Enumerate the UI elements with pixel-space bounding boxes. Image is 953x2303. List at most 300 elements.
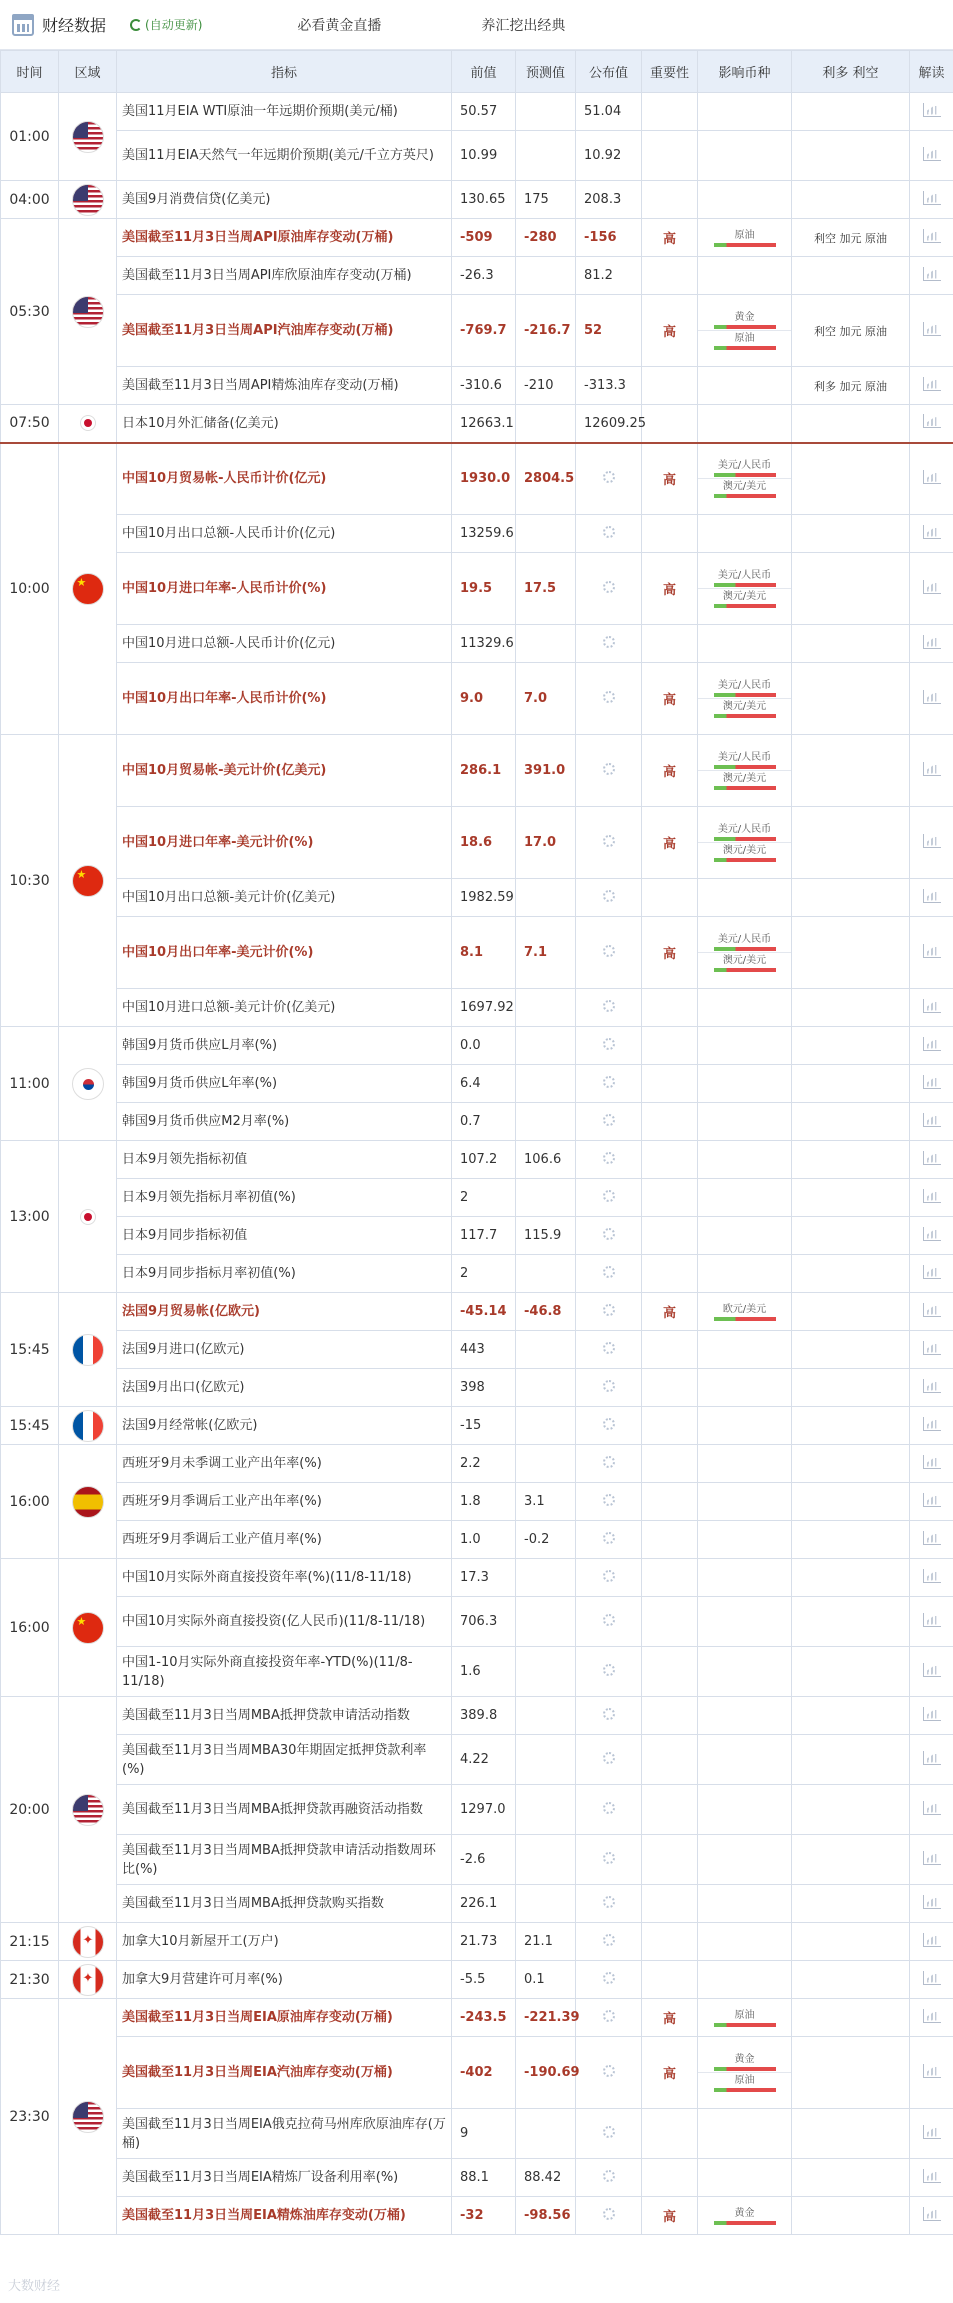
flag-cn-icon	[72, 573, 104, 605]
chart-icon[interactable]	[923, 1663, 941, 1677]
loading-spinner-icon	[603, 1494, 615, 1506]
table-row[interactable]	[1, 1735, 953, 1785]
chart-icon[interactable]	[923, 1971, 941, 1985]
table-row[interactable]	[1, 1521, 953, 1559]
chart-icon[interactable]	[923, 1037, 941, 1051]
analysis-cell[interactable]	[910, 1369, 953, 1407]
indicator-name[interactable]: 日本9月同步指标初值	[117, 1217, 452, 1255]
previous-value: 286.1	[452, 735, 516, 807]
bull-bear-cell	[792, 1141, 910, 1179]
analysis-cell[interactable]	[910, 625, 953, 663]
forecast-value	[516, 1103, 576, 1141]
importance-value	[642, 1785, 698, 1835]
currency-item[interactable]	[698, 678, 791, 698]
indicator-name[interactable]: 中国10月实际外商直接投资(亿人民币)(11/8-11/18)	[117, 1597, 452, 1647]
indicator-name[interactable]: 法国9月进口(亿欧元)	[117, 1331, 452, 1369]
indicator-name[interactable]: 西班牙9月未季调工业产出年率(%)	[117, 1445, 452, 1483]
actual-value	[576, 1697, 642, 1735]
analysis-cell[interactable]	[910, 1923, 953, 1961]
affected-currency-cell	[698, 1559, 792, 1597]
importance-value: 高	[642, 1293, 698, 1331]
chart-icon[interactable]	[923, 229, 941, 243]
indicator-name[interactable]: 中国10月贸易帐-人民币计价(亿元)	[117, 443, 452, 515]
previous-value: 6.4	[452, 1065, 516, 1103]
chart-icon[interactable]	[923, 191, 941, 205]
table-row[interactable]	[1, 1559, 953, 1597]
chart-icon[interactable]	[923, 1613, 941, 1627]
analysis-cell[interactable]	[910, 2037, 953, 2109]
indicator-name[interactable]: 美国11月EIA WTI原油一年远期价预期(美元/桶)	[117, 93, 452, 131]
analysis-cell[interactable]	[910, 2197, 953, 2235]
analysis-cell[interactable]	[910, 443, 953, 515]
analysis-cell[interactable]	[910, 405, 953, 443]
currency-item[interactable]	[698, 2072, 791, 2093]
table-row[interactable]	[1, 1217, 953, 1255]
currency-item[interactable]	[698, 770, 791, 791]
chart-icon[interactable]	[923, 1895, 941, 1909]
bull-bear-cell	[792, 405, 910, 443]
flag-kr-icon	[72, 1068, 104, 1100]
currency-item[interactable]	[698, 750, 791, 770]
indicator-name[interactable]: 中国10月进口总额-美元计价(亿美元)	[117, 989, 452, 1027]
indicator-name[interactable]: 中国10月进口年率-美元计价(%)	[117, 807, 452, 879]
analysis-cell[interactable]	[910, 367, 953, 405]
loading-spinner-icon	[603, 763, 615, 775]
analysis-cell[interactable]	[910, 989, 953, 1027]
affected-currency-cell	[698, 625, 792, 663]
loading-spinner-icon	[603, 2126, 615, 2138]
analysis-cell[interactable]	[910, 879, 953, 917]
importance-value	[642, 131, 698, 181]
chart-icon[interactable]	[923, 580, 941, 594]
indicator-name[interactable]: 日本9月同步指标月率初值(%)	[117, 1255, 452, 1293]
analysis-cell[interactable]	[910, 663, 953, 735]
analysis-cell[interactable]	[910, 1027, 953, 1065]
analysis-cell[interactable]	[910, 807, 953, 879]
table-row[interactable]	[1, 989, 953, 1027]
analysis-cell[interactable]	[910, 1065, 953, 1103]
currency-item[interactable]	[698, 932, 791, 952]
analysis-cell[interactable]	[910, 1103, 953, 1141]
table-header-row	[1, 51, 953, 93]
chart-icon[interactable]	[923, 2207, 941, 2221]
indicator-name[interactable]: 美国截至11月3日当周MBA抵押贷款申请活动指数周环比(%)	[117, 1835, 452, 1885]
chart-icon[interactable]	[923, 267, 941, 281]
indicator-name[interactable]: 中国10月出口年率-人民币计价(%)	[117, 663, 452, 735]
importance-value	[642, 879, 698, 917]
chart-icon[interactable]	[923, 1707, 941, 1721]
affected-currency-cell	[698, 515, 792, 553]
table-row[interactable]	[1, 443, 953, 515]
currency-sentiment-bar	[714, 604, 776, 608]
chart-icon[interactable]	[923, 1851, 941, 1865]
table-row[interactable]	[1, 2037, 953, 2109]
chart-icon[interactable]	[923, 103, 941, 117]
indicator-name[interactable]: 加拿大9月营建许可月率(%)	[117, 1961, 452, 1999]
chart-icon[interactable]	[923, 1493, 941, 1507]
previous-value: 130.65	[452, 181, 516, 219]
indicator-name[interactable]: 美国截至11月3日当周EIA原油库存变动(万桶)	[117, 1999, 452, 2037]
chart-icon[interactable]	[923, 1151, 941, 1165]
analysis-cell[interactable]	[910, 1483, 953, 1521]
table-row[interactable]	[1, 295, 953, 367]
actual-value	[576, 1961, 642, 1999]
bull-bear-cell	[792, 1027, 910, 1065]
analysis-cell[interactable]	[910, 1961, 953, 1999]
region-cell	[59, 1923, 117, 1961]
currency-name: 欧元/美元	[722, 1303, 767, 1315]
indicator-name[interactable]: 美国11月EIA天然气一年远期价预期(美元/千立方英尺)	[117, 131, 452, 181]
actual-value	[576, 553, 642, 625]
table-row[interactable]	[1, 1835, 953, 1885]
actual-value	[576, 1483, 642, 1521]
flag-fr-icon	[72, 1410, 104, 1442]
table-row[interactable]	[1, 663, 953, 735]
table-row[interactable]	[1, 515, 953, 553]
chart-icon[interactable]	[923, 147, 941, 161]
analysis-cell[interactable]	[910, 1885, 953, 1923]
region-cell	[59, 1445, 117, 1559]
loading-spinner-icon	[603, 2010, 615, 2022]
currency-item[interactable]	[698, 330, 791, 351]
analysis-cell[interactable]	[910, 219, 953, 257]
indicator-name[interactable]: 中国10月出口总额-人民币计价(亿元)	[117, 515, 452, 553]
table-row[interactable]	[1, 2109, 953, 2159]
previous-value: -243.5	[452, 1999, 516, 2037]
analysis-cell[interactable]	[910, 131, 953, 181]
actual-value	[576, 1179, 642, 1217]
importance-value: 高	[642, 663, 698, 735]
bull-bear-cell	[792, 1445, 910, 1483]
table-row[interactable]	[1, 2159, 953, 2197]
indicator-name[interactable]: 美国截至11月3日当周MBA抵押贷款购买指数	[117, 1885, 452, 1923]
importance-value	[642, 1923, 698, 1961]
importance-value	[642, 1961, 698, 1999]
currency-name: 美元/人民币	[717, 460, 772, 472]
table-row[interactable]	[1, 1027, 953, 1065]
analysis-cell[interactable]	[910, 1697, 953, 1735]
indicator-name[interactable]: 中国1-10月实际外商直接投资年率-YTD(%)(11/8-11/18)	[117, 1647, 452, 1697]
importance-value	[642, 515, 698, 553]
indicator-name[interactable]: 日本10月外汇储备(亿美元)	[117, 405, 452, 443]
indicator-name[interactable]: 日本9月领先指标月率初值(%)	[117, 1179, 452, 1217]
table-row[interactable]	[1, 367, 953, 405]
table-row[interactable]	[1, 1961, 953, 1999]
chart-icon[interactable]	[923, 1265, 941, 1279]
chart-icon[interactable]	[923, 2169, 941, 2183]
importance-value	[642, 1065, 698, 1103]
analysis-cell[interactable]	[910, 2109, 953, 2159]
previous-value: -2.6	[452, 1835, 516, 1885]
previous-value: 1.0	[452, 1521, 516, 1559]
indicator-name[interactable]: 美国截至11月3日当周API库欣原油库存变动(万桶)	[117, 257, 452, 295]
chart-icon[interactable]	[923, 762, 941, 776]
chart-icon[interactable]	[923, 1075, 941, 1089]
chart-icon[interactable]	[923, 2125, 941, 2139]
col-header-time: 时间	[1, 51, 59, 93]
chart-icon[interactable]	[923, 635, 941, 649]
chart-icon[interactable]	[923, 1379, 941, 1393]
indicator-name[interactable]: 中国10月出口年率-美元计价(%)	[117, 917, 452, 989]
table-row[interactable]	[1, 917, 953, 989]
chart-icon[interactable]	[923, 1569, 941, 1583]
analysis-cell[interactable]	[910, 1141, 953, 1179]
nav-link-forex-classics[interactable]: 养汇挖出经典	[481, 17, 566, 34]
actual-value: 81.2	[576, 257, 642, 295]
table-row[interactable]	[1, 807, 953, 879]
bull-bear-cell	[792, 553, 910, 625]
analysis-cell[interactable]	[910, 1255, 953, 1293]
currency-item[interactable]	[698, 842, 791, 863]
table-row[interactable]	[1, 2197, 953, 2235]
indicator-name[interactable]: 中国10月进口年率-人民币计价(%)	[117, 553, 452, 625]
indicator-name[interactable]: 美国截至11月3日当周API精炼油库存变动(万桶)	[117, 367, 452, 405]
currency-item[interactable]	[698, 822, 791, 842]
table-row[interactable]	[1, 1179, 953, 1217]
table-row[interactable]	[1, 1885, 953, 1923]
forecast-value	[516, 625, 576, 663]
analysis-cell[interactable]	[910, 1647, 953, 1697]
currency-name: 美元/人民币	[717, 934, 772, 945]
analysis-cell[interactable]	[910, 1217, 953, 1255]
region-cell	[59, 1559, 117, 1697]
importance-value: 高	[642, 295, 698, 367]
actual-value	[576, 1369, 642, 1407]
currency-item[interactable]	[698, 478, 791, 499]
analysis-cell[interactable]	[910, 93, 953, 131]
table-row[interactable]	[1, 735, 953, 807]
indicator-name[interactable]: 韩国9月货币供应L年率(%)	[117, 1065, 452, 1103]
analysis-cell[interactable]	[910, 735, 953, 807]
analysis-cell[interactable]	[910, 295, 953, 367]
indicator-name[interactable]: 法国9月贸易帐(亿欧元)	[117, 1293, 452, 1331]
affected-currency-cell	[698, 1597, 792, 1647]
chart-icon[interactable]	[923, 1303, 941, 1317]
chart-icon[interactable]	[923, 2009, 941, 2023]
chart-icon[interactable]	[923, 1189, 941, 1203]
currency-item[interactable]	[698, 2052, 791, 2072]
indicator-name[interactable]: 西班牙9月季调后工业产值月率(%)	[117, 1521, 452, 1559]
previous-value: 0.0	[452, 1027, 516, 1065]
region-cell	[59, 1999, 117, 2235]
indicator-name[interactable]: 美国截至11月3日当周MBA抵押贷款再融资活动指数	[117, 1785, 452, 1835]
chart-icon[interactable]	[923, 999, 941, 1013]
actual-value	[576, 1835, 642, 1885]
affected-currency-cell	[698, 1647, 792, 1697]
bull-bear-cell	[792, 1559, 910, 1597]
chart-icon[interactable]	[923, 1801, 941, 1815]
indicator-name[interactable]: 中国10月贸易帐-美元计价(亿美元)	[117, 735, 452, 807]
currency-item[interactable]	[698, 310, 791, 330]
indicator-name[interactable]: 美国截至11月3日当周API汽油库存变动(万桶)	[117, 295, 452, 367]
chart-icon[interactable]	[923, 1227, 941, 1241]
chart-icon[interactable]	[923, 889, 941, 903]
affected-currency-cell	[698, 1027, 792, 1065]
flag-us-icon	[72, 296, 104, 328]
table-row[interactable]	[1, 1697, 953, 1735]
analysis-cell[interactable]	[910, 181, 953, 219]
table-row[interactable]	[1, 879, 953, 917]
indicator-name[interactable]: 美国截至11月3日当周EIA精炼厂设备利用率(%)	[117, 2159, 452, 2197]
time-cell: 13:00	[1, 1141, 59, 1293]
chart-icon[interactable]	[923, 377, 941, 391]
indicator-name[interactable]: 法国9月出口(亿欧元)	[117, 1369, 452, 1407]
analysis-cell[interactable]	[910, 257, 953, 295]
nav-link-gold-live[interactable]: 必看黄金直播	[297, 17, 382, 34]
currency-item[interactable]	[698, 2206, 791, 2226]
currency-item[interactable]	[698, 1302, 791, 1322]
chart-icon[interactable]	[923, 1455, 941, 1469]
chart-icon[interactable]	[923, 1341, 941, 1355]
col-header-region: 区域	[59, 51, 117, 93]
affected-currency-cell	[698, 443, 792, 515]
indicator-name[interactable]: 美国截至11月3日当周EIA精炼油库存变动(万桶)	[117, 2197, 452, 2235]
currency-item[interactable]	[698, 228, 791, 248]
analysis-cell[interactable]	[910, 553, 953, 625]
actual-value	[576, 443, 642, 515]
chart-icon[interactable]	[923, 690, 941, 704]
currency-item[interactable]	[698, 2008, 791, 2028]
table-row[interactable]	[1, 1923, 953, 1961]
importance-value: 高	[642, 735, 698, 807]
analysis-cell[interactable]	[910, 1559, 953, 1597]
currency-sentiment-bar	[714, 786, 776, 790]
table-row[interactable]	[1, 1103, 953, 1141]
importance-value	[642, 1597, 698, 1647]
chart-icon[interactable]	[923, 1751, 941, 1765]
table-row[interactable]	[1, 1445, 953, 1483]
currency-item[interactable]	[698, 698, 791, 719]
previous-value: 1297.0	[452, 1785, 516, 1835]
analysis-cell[interactable]	[910, 1999, 953, 2037]
analysis-cell[interactable]	[910, 1179, 953, 1217]
currency-item[interactable]	[698, 568, 791, 588]
analysis-cell[interactable]	[910, 1735, 953, 1785]
actual-value	[576, 1521, 642, 1559]
indicator-name[interactable]: 西班牙9月季调后工业产出年率(%)	[117, 1483, 452, 1521]
table-row[interactable]	[1, 257, 953, 295]
indicator-name[interactable]: 中国10月进口总额-人民币计价(亿元)	[117, 625, 452, 663]
importance-value	[642, 1835, 698, 1885]
table-row[interactable]	[1, 219, 953, 257]
indicator-name[interactable]: 美国截至11月3日当周EIA汽油库存变动(万桶)	[117, 2037, 452, 2109]
actual-value	[576, 2037, 642, 2109]
indicator-name[interactable]: 日本9月领先指标初值	[117, 1141, 452, 1179]
chart-icon[interactable]	[923, 414, 941, 428]
flag-ca-icon	[72, 1926, 104, 1958]
indicator-name[interactable]: 美国截至11月3日当周API原油库存变动(万桶)	[117, 219, 452, 257]
table-row[interactable]	[1, 131, 953, 181]
table-row[interactable]	[1, 93, 953, 131]
importance-value	[642, 989, 698, 1027]
importance-value: 高	[642, 917, 698, 989]
region-cell	[59, 1697, 117, 1923]
table-row[interactable]	[1, 1647, 953, 1697]
table-row[interactable]	[1, 1785, 953, 1835]
chart-icon[interactable]	[923, 525, 941, 539]
loading-spinner-icon	[603, 636, 615, 648]
chart-icon[interactable]	[923, 1933, 941, 1947]
table-row[interactable]	[1, 1331, 953, 1369]
flag-us-icon	[72, 2101, 104, 2133]
table-row[interactable]	[1, 1597, 953, 1647]
calendar-icon	[12, 14, 34, 36]
chart-icon[interactable]	[923, 944, 941, 958]
table-row[interactable]	[1, 1141, 953, 1179]
chart-icon[interactable]	[923, 1417, 941, 1431]
chart-icon[interactable]	[923, 322, 941, 336]
indicator-name[interactable]: 中国10月实际外商直接投资年率(%)(11/8-11/18)	[117, 1559, 452, 1597]
analysis-cell[interactable]	[910, 1445, 953, 1483]
analysis-cell[interactable]	[910, 2159, 953, 2197]
analysis-cell[interactable]	[910, 1293, 953, 1331]
indicator-name[interactable]: 美国9月消费信贷(亿美元)	[117, 181, 452, 219]
chart-icon[interactable]	[923, 2064, 941, 2078]
indicator-name[interactable]: 韩国9月货币供应M2月率(%)	[117, 1103, 452, 1141]
chart-icon[interactable]	[923, 1113, 941, 1127]
indicator-name[interactable]: 美国截至11月3日当周MBA30年期固定抵押贷款利率(%)	[117, 1735, 452, 1785]
actual-value	[576, 663, 642, 735]
currency-item[interactable]	[698, 588, 791, 609]
analysis-cell[interactable]	[910, 1331, 953, 1369]
indicator-name[interactable]: 加拿大10月新屋开工(万户)	[117, 1923, 452, 1961]
table-row[interactable]	[1, 625, 953, 663]
chart-icon[interactable]	[923, 470, 941, 484]
forecast-value: -210	[516, 367, 576, 405]
analysis-cell[interactable]	[910, 1407, 953, 1445]
chart-icon[interactable]	[923, 1531, 941, 1545]
analysis-cell[interactable]	[910, 917, 953, 989]
importance-value	[642, 1697, 698, 1735]
table-row[interactable]	[1, 1369, 953, 1407]
table-row[interactable]	[1, 1999, 953, 2037]
table-row[interactable]	[1, 1255, 953, 1293]
importance-value	[642, 1559, 698, 1597]
table-row[interactable]	[1, 181, 953, 219]
forecast-value: -216.7	[516, 295, 576, 367]
table-row[interactable]	[1, 1407, 953, 1445]
affected-currency-cell	[698, 1999, 792, 2037]
forecast-value	[516, 131, 576, 181]
auto-refresh-indicator[interactable]	[130, 16, 202, 33]
analysis-cell[interactable]	[910, 1835, 953, 1885]
table-row[interactable]	[1, 1065, 953, 1103]
chart-icon[interactable]	[923, 834, 941, 848]
indicator-name[interactable]: 美国截至11月3日当周MBA抵押贷款申请活动指数	[117, 1697, 452, 1735]
table-row[interactable]	[1, 1483, 953, 1521]
actual-value	[576, 1065, 642, 1103]
currency-sentiment-bar	[714, 714, 776, 718]
table-row[interactable]	[1, 1293, 953, 1331]
indicator-name[interactable]: 法国9月经常帐(亿欧元)	[117, 1407, 452, 1445]
analysis-cell[interactable]	[910, 1785, 953, 1835]
bull-bear-cell	[792, 1923, 910, 1961]
table-row[interactable]	[1, 405, 953, 443]
analysis-cell[interactable]	[910, 1597, 953, 1647]
currency-name: 澳元/美元	[722, 845, 767, 856]
indicator-name[interactable]: 美国截至11月3日当周EIA俄克拉荷马州库欣原油库存(万桶)	[117, 2109, 452, 2159]
indicator-name[interactable]: 中国10月出口总额-美元计价(亿美元)	[117, 879, 452, 917]
indicator-name[interactable]: 韩国9月货币供应L月率(%)	[117, 1027, 452, 1065]
currency-item[interactable]	[698, 952, 791, 973]
table-row[interactable]	[1, 553, 953, 625]
currency-item[interactable]	[698, 458, 791, 478]
flag-us-icon	[72, 184, 104, 216]
affected-currency-cell	[698, 879, 792, 917]
analysis-cell[interactable]	[910, 1521, 953, 1559]
analysis-cell[interactable]	[910, 515, 953, 553]
importance-value: 高	[642, 2197, 698, 2235]
